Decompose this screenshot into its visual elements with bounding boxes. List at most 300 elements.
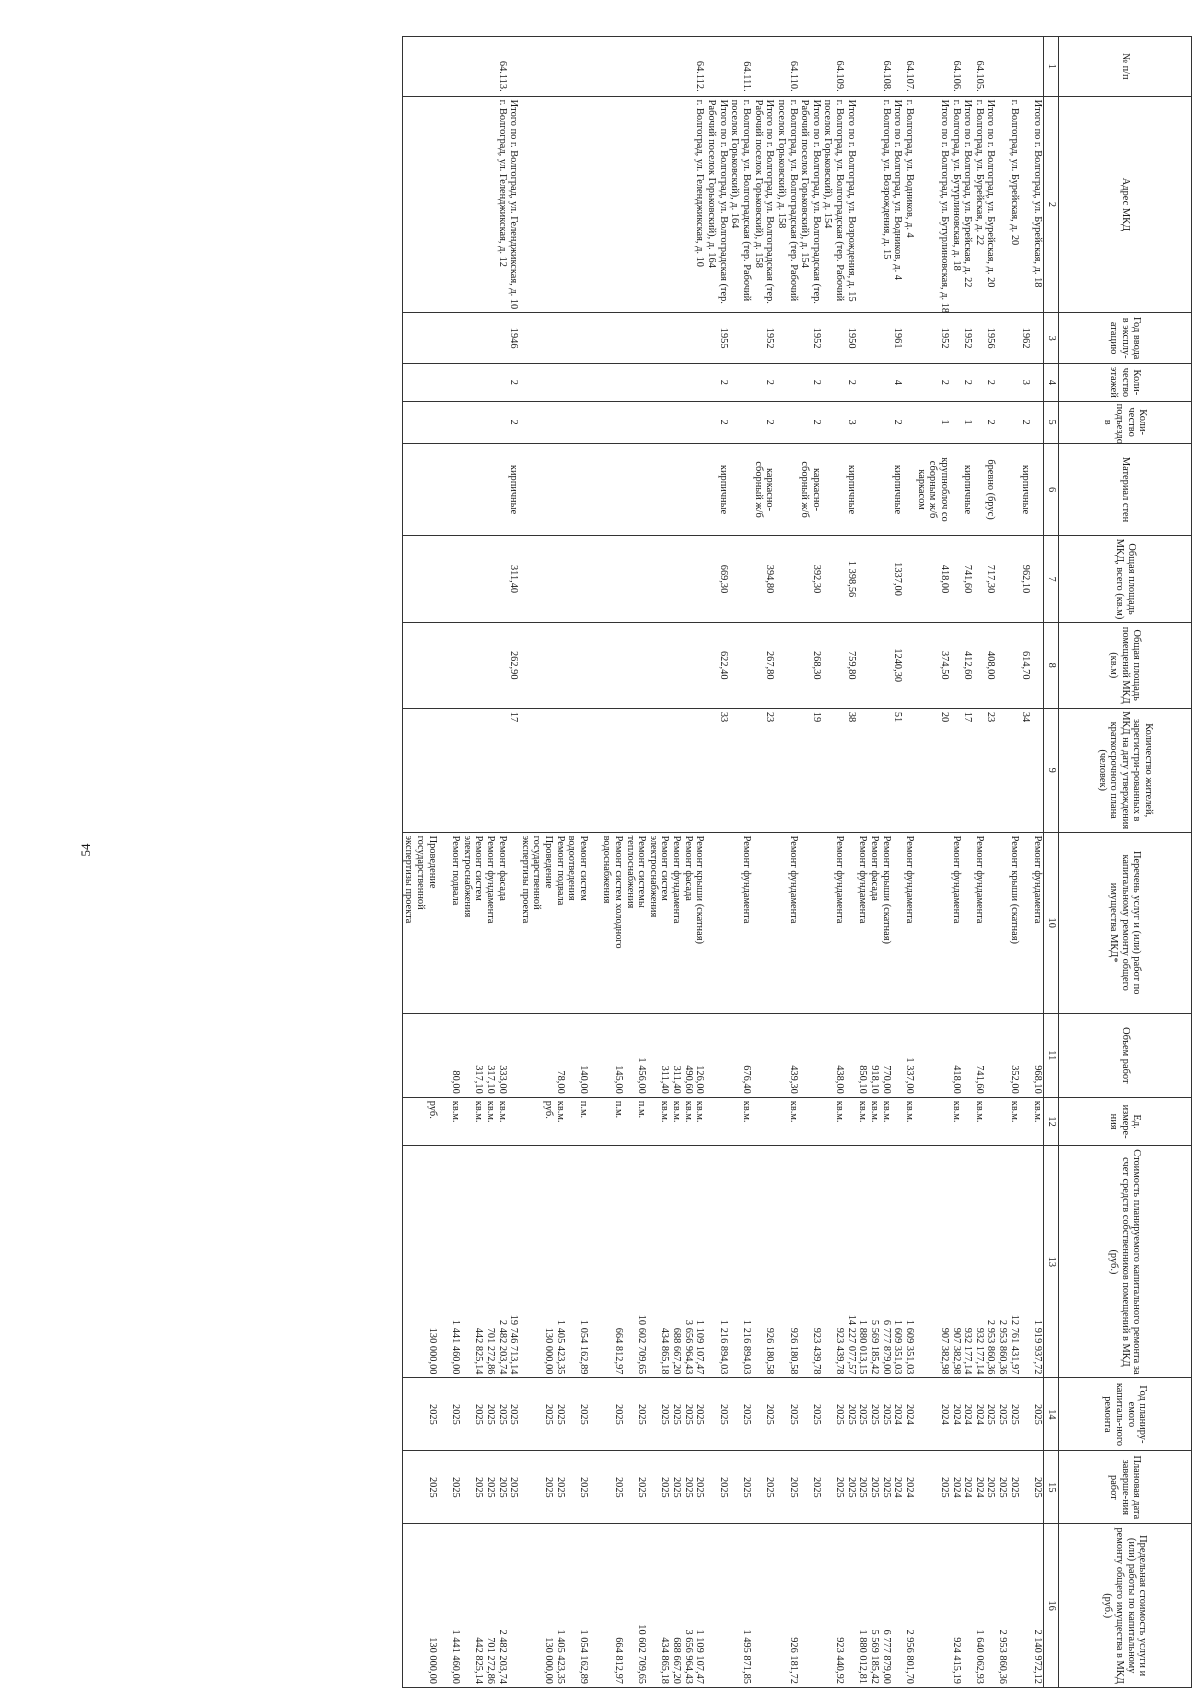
max-cost-cell <box>822 1524 845 1688</box>
address-cell <box>845 96 857 313</box>
cell-line: кв.м. <box>787 1100 799 1123</box>
cell-line: Ремонт подвала <box>554 835 566 906</box>
cell-line <box>461 1101 473 1143</box>
completion-date-cell <box>868 1451 880 1524</box>
cell-line: 2025 <box>869 1476 881 1498</box>
total-area-cell <box>519 536 705 622</box>
completion-date-cell <box>892 1451 904 1524</box>
premises-area-cell: 374,50 <box>915 622 950 708</box>
table-row <box>1031 37 1043 1688</box>
entrances-cell: 2 <box>508 401 520 443</box>
cell-line: кв.м. <box>496 1100 508 1123</box>
row-number: 64.113. <box>402 37 507 97</box>
cell-line <box>566 1527 578 1684</box>
cell-line <box>647 1381 659 1447</box>
address-cell <box>857 96 869 313</box>
cell-line: 2025 <box>449 1404 461 1425</box>
premises-area-cell: 262,90 <box>508 622 520 708</box>
wall-material-cell <box>950 443 962 536</box>
year-built-cell: 1950 <box>845 313 857 364</box>
cell-line: 2025 <box>671 1404 683 1425</box>
wall-material-cell <box>903 443 915 536</box>
cell-line: 1 054 162,89 <box>578 1319 590 1375</box>
max-cost-cell <box>729 1524 752 1688</box>
row-number: 64.111. <box>729 37 752 97</box>
cell-line <box>589 1527 601 1684</box>
cell-line <box>601 1527 613 1684</box>
address-cell <box>892 96 904 313</box>
cell-line <box>438 1149 450 1374</box>
cell-line: 1 216 894,03 <box>717 1319 729 1375</box>
cell-line: кв.м. <box>834 1100 846 1123</box>
cell-line: 2025 <box>857 1404 869 1425</box>
cell-line: Ремонт систем <box>473 835 485 901</box>
row-number: 64.105. <box>973 37 985 97</box>
cell-line: Ремонт фундамента <box>671 835 683 924</box>
cell-line: 80,00 <box>449 1070 461 1094</box>
total-area-cell <box>950 536 962 622</box>
cell-line: 2025 <box>543 1404 555 1425</box>
cell-line: бревно (брус) <box>985 459 997 520</box>
floors-cell: 2 <box>845 364 857 402</box>
cell-line: Ремонт фундамента <box>834 835 846 924</box>
cell-line: 2025 <box>717 1476 729 1498</box>
premises-area-cell <box>880 622 892 708</box>
row-number <box>996 37 1019 97</box>
total-area-cell: 394,80 <box>752 536 775 622</box>
residents-cell: 51 <box>892 708 904 832</box>
cell-line: 2025 <box>1008 1476 1020 1498</box>
wall-material-cell <box>915 443 950 536</box>
cell-line: 311,40 <box>671 1065 683 1094</box>
cell-line: 2 953 860,36 <box>997 1319 1009 1375</box>
cell-line <box>624 1101 636 1143</box>
row-number: 64.110. <box>775 37 798 97</box>
floors-cell <box>973 364 985 402</box>
cell-line: 1 456,00 <box>636 1057 648 1094</box>
cell-line: 932 177,14 <box>973 1327 985 1375</box>
work-volume-cell <box>903 1013 915 1097</box>
max-cost-cell <box>903 1524 915 1688</box>
entrances-cell: 2 <box>892 401 904 443</box>
cell-line: 2025 <box>694 1476 706 1498</box>
cell-line <box>589 1101 601 1143</box>
cell-line: 2025 <box>787 1404 799 1425</box>
works-list-cell <box>1020 832 1032 1013</box>
unit-cell <box>892 1097 904 1146</box>
repair-year-cell <box>508 1378 520 1451</box>
planned-cost-cell <box>962 1146 974 1378</box>
premises-area-cell <box>996 622 1019 708</box>
row-number <box>915 37 950 97</box>
planned-cost-cell <box>915 1146 950 1378</box>
cell-line: электроснабжения <box>647 835 659 918</box>
cell-line <box>624 1149 636 1374</box>
planned-cost-cell <box>508 1146 520 1378</box>
cell-line <box>601 1017 613 1094</box>
total-area-cell: 392,30 <box>799 536 822 622</box>
completion-date-cell <box>508 1451 520 1524</box>
address-cell <box>729 96 752 313</box>
cell-line: 2025 <box>496 1476 508 1498</box>
works-list-cell <box>845 832 857 1013</box>
table-row <box>845 37 857 1688</box>
unit-cell <box>1020 1097 1032 1146</box>
cell-line: 2025 <box>671 1476 683 1498</box>
planned-cost-cell <box>996 1146 1019 1378</box>
max-cost-cell <box>892 1524 904 1688</box>
cell-line: 2025 <box>426 1404 438 1425</box>
cell-line: 2025 <box>659 1404 671 1425</box>
entrances-cell <box>868 401 880 443</box>
address-cell <box>402 96 507 313</box>
premises-area-cell <box>857 622 869 708</box>
max-cost-cell <box>705 1524 728 1688</box>
cell-line: 2025 <box>857 1476 869 1498</box>
cell-line <box>438 1454 450 1520</box>
cell-line: 10 602 709,65 <box>636 1624 648 1684</box>
total-area-cell <box>1031 536 1043 622</box>
cell-line: 2 482 203,74 <box>496 1629 508 1684</box>
column-header: Объем работ <box>1059 1013 1192 1097</box>
work-volume-cell <box>775 1013 798 1097</box>
cell-line: г. Волгоград, ул. Геленджикская, д. 10 <box>694 99 706 267</box>
cell-line: 1 609 351,03 <box>903 1319 915 1375</box>
cell-line: 850,10 <box>857 1065 869 1094</box>
wall-material-cell <box>705 443 728 536</box>
work-volume-cell <box>799 1013 822 1097</box>
cell-line: 2024 <box>892 1476 904 1498</box>
floors-cell <box>903 364 915 402</box>
wall-material-cell <box>519 443 705 536</box>
cell-line: 317,10 <box>473 1065 485 1094</box>
residents-cell <box>903 708 915 832</box>
cell-line: 434 865,18 <box>659 1327 671 1375</box>
wall-material-cell <box>799 443 822 536</box>
cell-line: теплоснабжения <box>624 835 636 909</box>
completion-date-cell <box>729 1451 752 1524</box>
cell-line: 2024 <box>962 1404 974 1425</box>
works-list-cell <box>915 832 950 1013</box>
unit-cell <box>973 1097 985 1146</box>
max-cost-cell <box>985 1524 997 1688</box>
cell-line: 664 812,97 <box>612 1327 624 1375</box>
works-list-cell <box>973 832 985 1013</box>
wall-material-cell <box>973 443 985 536</box>
cell-line: 19 746 713,14 <box>508 1314 520 1375</box>
unit-cell <box>729 1097 752 1146</box>
cell-line: кв.м. <box>694 1100 706 1123</box>
repair-year-cell <box>880 1378 892 1451</box>
column-header: Год ввода в эксплу-атацию <box>1059 313 1192 364</box>
entrances-cell <box>950 401 962 443</box>
cell-line: 418,00 <box>950 1065 962 1094</box>
completion-date-cell <box>1031 1451 1043 1524</box>
cell-line: руб. <box>543 1100 555 1119</box>
premises-area-cell: 622,40 <box>705 622 728 708</box>
work-volume-cell <box>880 1013 892 1097</box>
max-cost-cell <box>519 1524 705 1688</box>
row-number <box>857 37 869 97</box>
row-number <box>508 37 520 97</box>
repair-year-cell <box>868 1378 880 1451</box>
cell-line: 140,00 <box>578 1065 590 1094</box>
table-row <box>508 37 520 1688</box>
cell-line: Ремонт крыши (скатная) <box>880 835 892 944</box>
total-area-cell <box>857 536 869 622</box>
work-volume-cell <box>822 1013 845 1097</box>
work-volume-cell <box>892 1013 904 1097</box>
floors-cell <box>775 364 798 402</box>
floors-cell <box>880 364 892 402</box>
total-area-cell <box>880 536 892 622</box>
work-volume-cell <box>705 1013 728 1097</box>
cell-line: 2025 <box>554 1404 566 1425</box>
works-list-cell <box>962 832 974 1013</box>
table-row <box>1020 37 1032 1688</box>
cell-line: Итого по г. Волгоград, ул. Возрождения, д. 15 <box>845 99 857 302</box>
unit-cell <box>822 1097 845 1146</box>
works-list-cell <box>752 832 775 1013</box>
floors-cell <box>950 364 962 402</box>
year-built-cell: 1955 <box>705 313 728 364</box>
cell-line <box>624 1381 636 1447</box>
cell-line: Итого по г. Волгоград, ул. Волгоградская (тер. <box>810 99 822 304</box>
total-area-cell: 669,30 <box>705 536 728 622</box>
address-cell <box>973 96 985 313</box>
cell-line: поселок Горьковский), д. 164 <box>729 99 741 229</box>
cell-line <box>461 1527 473 1684</box>
entrances-cell <box>775 401 798 443</box>
row-number: 64.108. <box>880 37 892 97</box>
works-list-cell <box>880 832 892 1013</box>
cell-line: Итого по г. Волгоград, ул. Волгоградская (тер. <box>764 99 776 304</box>
column-number: 12 <box>1044 1097 1059 1146</box>
cell-line <box>647 1527 659 1684</box>
cell-line: 2 956 801,70 <box>903 1629 915 1684</box>
cell-line: 311,40 <box>659 1065 671 1094</box>
repair-year-cell <box>845 1378 857 1451</box>
year-built-cell: 1962 <box>1020 313 1032 364</box>
cell-line: 14 227 077,57 <box>845 1314 857 1375</box>
cell-line: 130 000,00 <box>543 1327 555 1375</box>
planned-cost-cell <box>868 1146 880 1378</box>
entrances-cell: 1 <box>915 401 950 443</box>
cell-line: 1 109 107,47 <box>694 1629 706 1684</box>
year-built-cell: 1952 <box>962 313 974 364</box>
residents-cell <box>402 708 507 832</box>
cell-line: 5 569 185,42 <box>869 1629 881 1684</box>
floors-cell: 2 <box>915 364 950 402</box>
unit-cell <box>903 1097 915 1146</box>
row-number: 64.109. <box>822 37 845 97</box>
table-row <box>729 37 752 1688</box>
cell-line: г. Волгоград, ул. Возрождения, д. 15 <box>880 99 892 260</box>
entrances-cell <box>996 401 1019 443</box>
cell-line: 10 602 709,65 <box>636 1314 648 1375</box>
wall-material-cell <box>508 443 520 536</box>
cell-line: водоснабжения <box>601 835 613 904</box>
premises-area-cell: 412,60 <box>962 622 974 708</box>
cell-line: 1 216 894,03 <box>740 1319 752 1375</box>
unit-cell <box>1031 1097 1043 1146</box>
cell-line: 1 609 351,03 <box>892 1319 904 1375</box>
residents-cell <box>729 708 752 832</box>
column-number: 8 <box>1044 622 1059 708</box>
cell-line: 2025 <box>508 1476 520 1498</box>
address-cell <box>752 96 775 313</box>
table-row <box>973 37 985 1688</box>
year-built-cell: 1952 <box>799 313 822 364</box>
unit-cell <box>402 1097 507 1146</box>
repair-year-cell <box>402 1378 507 1451</box>
unit-cell <box>880 1097 892 1146</box>
unit-cell <box>950 1097 962 1146</box>
row-number <box>985 37 997 97</box>
work-volume-cell <box>519 1013 705 1097</box>
cell-line: Ремонт фундамента <box>740 835 752 924</box>
cell-line: кирпичные <box>508 464 520 515</box>
cell-line: крупноблоч со <box>938 457 950 522</box>
year-built-cell <box>519 313 705 364</box>
address-cell <box>915 96 950 313</box>
max-cost-cell <box>1020 1524 1032 1688</box>
repair-year-cell <box>996 1378 1019 1451</box>
cell-line: 126,00 <box>694 1065 706 1094</box>
year-built-cell <box>822 313 845 364</box>
cell-line <box>647 1454 659 1520</box>
residents-cell <box>822 708 845 832</box>
repair-year-cell <box>822 1378 845 1451</box>
cell-line <box>566 1101 578 1143</box>
cell-line: электроснабжения <box>461 835 473 918</box>
works-list-cell <box>868 832 880 1013</box>
repair-year-cell <box>903 1378 915 1451</box>
max-cost-cell <box>402 1524 507 1688</box>
floors-cell: 2 <box>962 364 974 402</box>
column-number: 4 <box>1044 364 1059 402</box>
address-cell <box>962 96 974 313</box>
cell-line: 2024 <box>950 1404 962 1425</box>
column-number: 13 <box>1044 1146 1059 1378</box>
premises-area-cell <box>775 622 798 708</box>
completion-date-cell <box>985 1451 997 1524</box>
row-number <box>962 37 974 97</box>
cell-line: 770,00 <box>880 1065 892 1094</box>
cell-line: 2 953 860,36 <box>985 1319 997 1375</box>
cell-line <box>438 1101 450 1143</box>
entrances-cell <box>822 401 845 443</box>
cell-line: 2025 <box>845 1476 857 1498</box>
max-cost-cell <box>996 1524 1019 1688</box>
cell-line: Ремонт крыши (скатная) <box>1008 835 1020 944</box>
unit-cell <box>775 1097 798 1146</box>
cell-line: г. Волгоград, ул. Волгоградская (тер. Рабочий <box>834 99 846 302</box>
column-header: Коли-чество этажей <box>1059 364 1192 402</box>
max-cost-cell <box>868 1524 880 1688</box>
cell-line <box>566 1149 578 1374</box>
total-area-cell <box>775 536 798 622</box>
repair-year-cell <box>962 1378 974 1451</box>
cell-line: 924 415,19 <box>950 1637 962 1684</box>
cell-line: государственной <box>531 835 543 910</box>
cell-line: 438,00 <box>834 1065 846 1094</box>
unit-cell <box>857 1097 869 1146</box>
residents-cell <box>857 708 869 832</box>
max-cost-cell <box>775 1524 798 1688</box>
year-built-cell <box>903 313 915 364</box>
cell-line: 2025 <box>938 1476 950 1498</box>
cell-line: Ремонт фундамента <box>787 835 799 924</box>
column-number-row <box>1044 37 1059 1688</box>
cell-line: каркасом <box>915 469 927 510</box>
premises-area-cell <box>729 622 752 708</box>
entrances-cell <box>857 401 869 443</box>
cell-line: 688 667,20 <box>671 1637 683 1684</box>
cell-line: 918,10 <box>869 1065 881 1094</box>
cell-line: 12 761 431,97 <box>1008 1314 1020 1375</box>
entrances-cell <box>729 401 752 443</box>
column-number: 7 <box>1044 536 1059 622</box>
cell-line: 352,00 <box>1008 1065 1020 1094</box>
residents-cell <box>519 708 705 832</box>
cell-line: 2025 <box>543 1476 555 1498</box>
max-cost-cell <box>845 1524 857 1688</box>
floors-cell <box>402 364 507 402</box>
cell-line <box>624 1017 636 1094</box>
cell-line: 5 569 185,42 <box>869 1319 881 1375</box>
cell-line: 1 405 423,35 <box>554 1629 566 1684</box>
cell-line: 2025 <box>869 1404 881 1425</box>
wall-material-cell <box>857 443 869 536</box>
row-number <box>892 37 904 97</box>
total-area-cell: 1337,00 <box>892 536 904 622</box>
entrances-cell: 2 <box>799 401 822 443</box>
cell-line: 2025 <box>740 1476 752 1498</box>
cell-line: 2025 <box>508 1404 520 1425</box>
cell-line: 2025 <box>764 1476 776 1498</box>
total-area-cell <box>903 536 915 622</box>
floors-cell <box>519 364 705 402</box>
floors-cell: 2 <box>508 364 520 402</box>
cell-line <box>647 1017 659 1094</box>
cell-line: 2025 <box>810 1476 822 1498</box>
cell-line: кв.м. <box>880 1100 892 1123</box>
planned-cost-cell <box>775 1146 798 1378</box>
unit-cell <box>752 1097 775 1146</box>
column-number: 2 <box>1044 96 1059 313</box>
completion-date-cell <box>950 1451 962 1524</box>
completion-date-cell <box>799 1451 822 1524</box>
completion-date-cell <box>962 1451 974 1524</box>
column-header: Год планиру-емого капиталь-ного ремонта <box>1059 1378 1192 1451</box>
completion-date-cell <box>752 1451 775 1524</box>
premises-area-cell: 268,30 <box>799 622 822 708</box>
cell-line: Ремонт крыши (скатная) <box>694 835 706 944</box>
cell-line: 932 177,14 <box>962 1327 974 1375</box>
cell-line: Итого по г. Волгоград, ул. Волгоградская (тер. <box>717 99 729 304</box>
cell-line <box>438 1381 450 1447</box>
cell-line: 926 180,58 <box>764 1327 776 1375</box>
cell-line: 3 656 964,43 <box>682 1629 694 1684</box>
table-row <box>915 37 950 1688</box>
cell-line: 130 000,00 <box>543 1637 555 1684</box>
completion-date-cell <box>973 1451 985 1524</box>
column-header: Количество жителей, зарегистри-рованных в МКД на дату утверждения краткосрочного плана (человек) <box>1059 708 1192 832</box>
repair-year-cell <box>752 1378 775 1451</box>
cell-line: Итого по г. Волгоград, ул. Бурейская, д. 18 <box>1032 99 1043 288</box>
premises-area-cell <box>973 622 985 708</box>
